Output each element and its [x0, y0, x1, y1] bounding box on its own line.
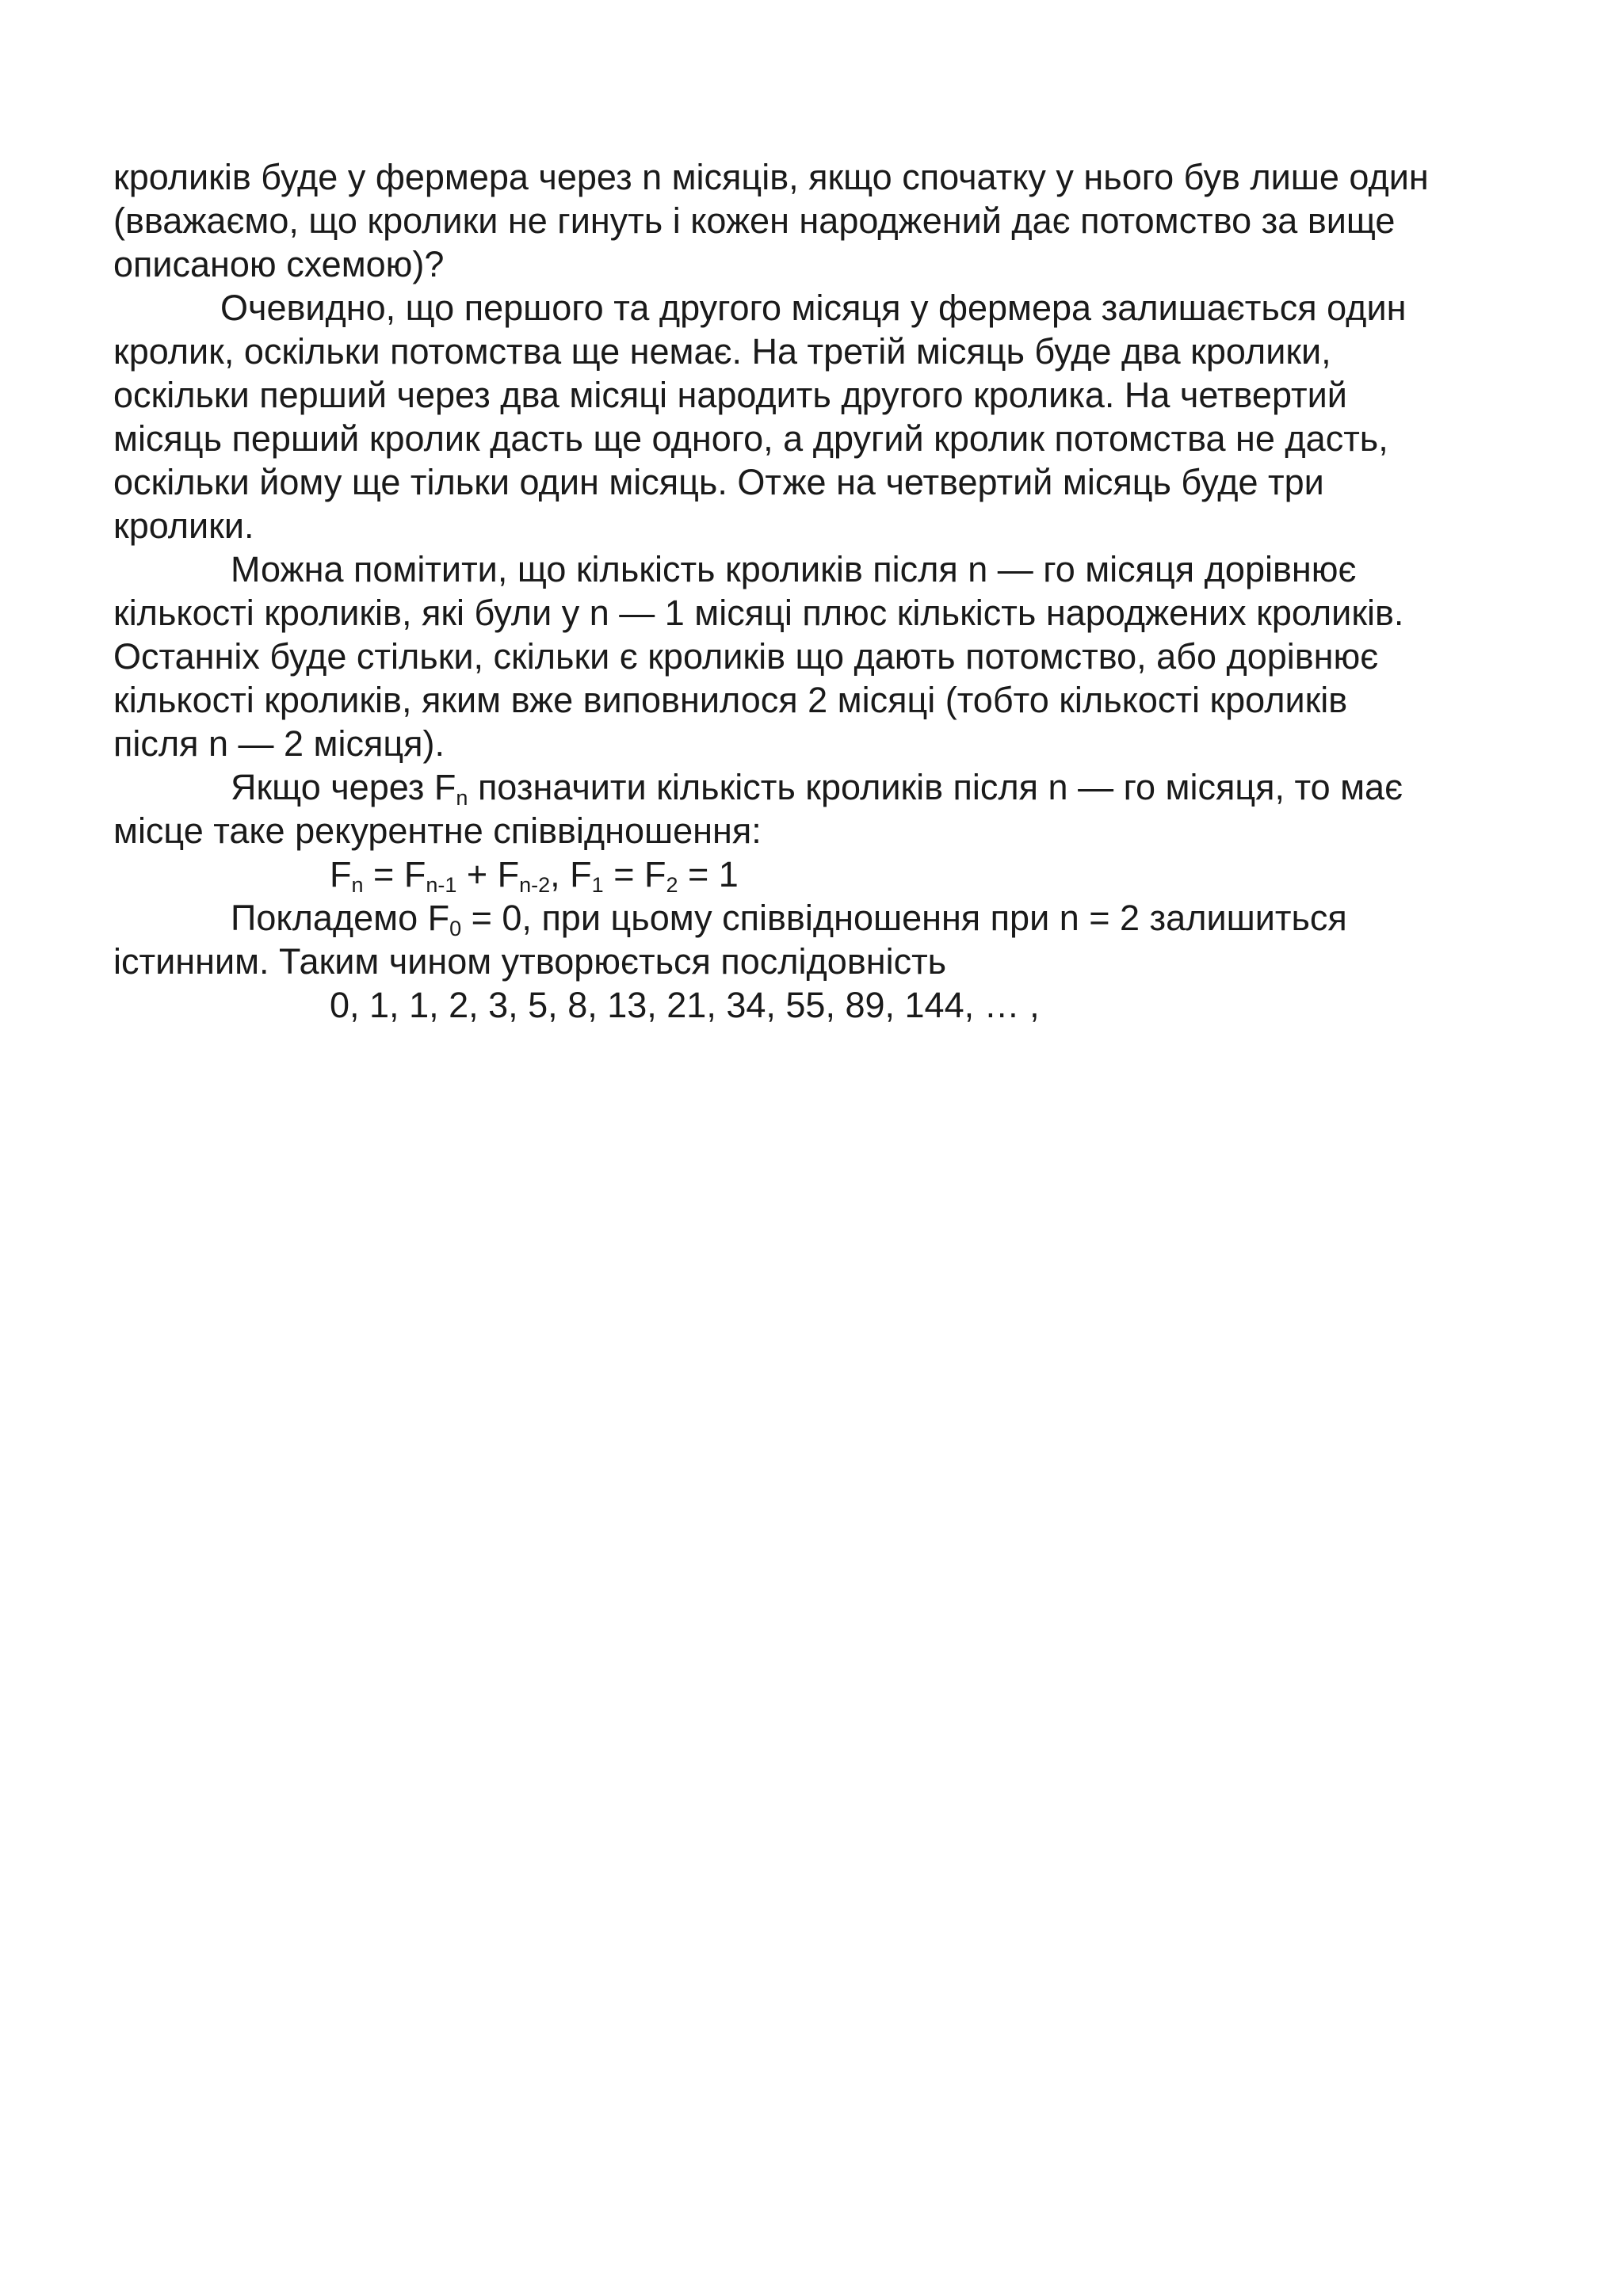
paragraph-line: описаною схемою)?: [113, 244, 445, 284]
subscript: n-2: [519, 873, 551, 897]
text-run: Покладемо F: [231, 898, 450, 938]
paragraph-line: [113, 896, 1540, 940]
subscript: n: [456, 786, 468, 810]
formula-run: + F: [456, 854, 520, 894]
text-run: Якщо через F: [231, 767, 456, 807]
formula-run: = 1: [678, 854, 739, 894]
recurrence-formula: [113, 852, 1540, 896]
paragraph-line: Можна помітити, що кількість кроликів після n — го місяця дорівнює: [231, 549, 1357, 589]
text-run: позначити кількість кроликів після n — го місяця, то має: [468, 767, 1403, 807]
paragraph-line: кроликів буде у фермера через n місяців, якщо спочатку у нього був лише один: [113, 157, 1429, 197]
paragraph-line: кількості кроликів, яким вже виповнилося 2 місяці (тобто кількості кроликів: [113, 680, 1348, 720]
paragraph-line: після n — 2 місяця).: [113, 723, 445, 764]
paragraph-line: кролики.: [113, 505, 254, 546]
paragraph-line: істинним. Таким чином утворюється послідовність: [113, 941, 947, 982]
subscript: 2: [666, 873, 678, 897]
document-body: [113, 155, 1540, 1027]
subscript: 0: [449, 917, 462, 940]
paragraph-line: місяць перший кролик дасть ще одного, а другий кролик потомства не дасть,: [113, 418, 1388, 459]
subscript: n-1: [426, 873, 457, 897]
formula-run: = F: [363, 854, 426, 894]
paragraph-line: оскільки перший через два місяці народить другого кролика. На четвертий: [113, 375, 1347, 415]
fibonacci-sequence: 0, 1, 1, 2, 3, 5, 8, 13, 21, 34, 55, 89, 144, … ,: [330, 985, 1040, 1025]
paragraph-line: Очевидно, що першого та другого місяця у фермера залишається один: [220, 288, 1407, 328]
formula-run: , F: [550, 854, 592, 894]
paragraph-line: [113, 765, 1540, 809]
formula-run: = F: [603, 854, 666, 894]
paragraph-line: Останніх буде стільки, скільки є кроликів що дають потомство, або дорівнює: [113, 636, 1379, 677]
paragraph-line: (вважаємо, що кролики не гинуть і кожен народжений дає потомство за вище: [113, 200, 1396, 241]
text-run: = 0, при цьому співвідношення при n = 2 залишиться: [461, 898, 1347, 938]
paragraph-line: кролик, оскільки потомства ще немає. На третій місяць буде два кролики,: [113, 331, 1331, 372]
paragraph-line: оскільки йому ще тільки один місяць. Отже на четвертий місяць буде три: [113, 462, 1324, 502]
formula-run: F: [330, 854, 352, 894]
paragraph-line: кількості кроликів, які були у n — 1 місяці плюс кількість народжених кроликів.: [113, 593, 1404, 633]
paragraph-line: місце таке рекурентне співвідношення:: [113, 810, 762, 851]
subscript: 1: [591, 873, 604, 897]
subscript: n: [351, 873, 364, 897]
